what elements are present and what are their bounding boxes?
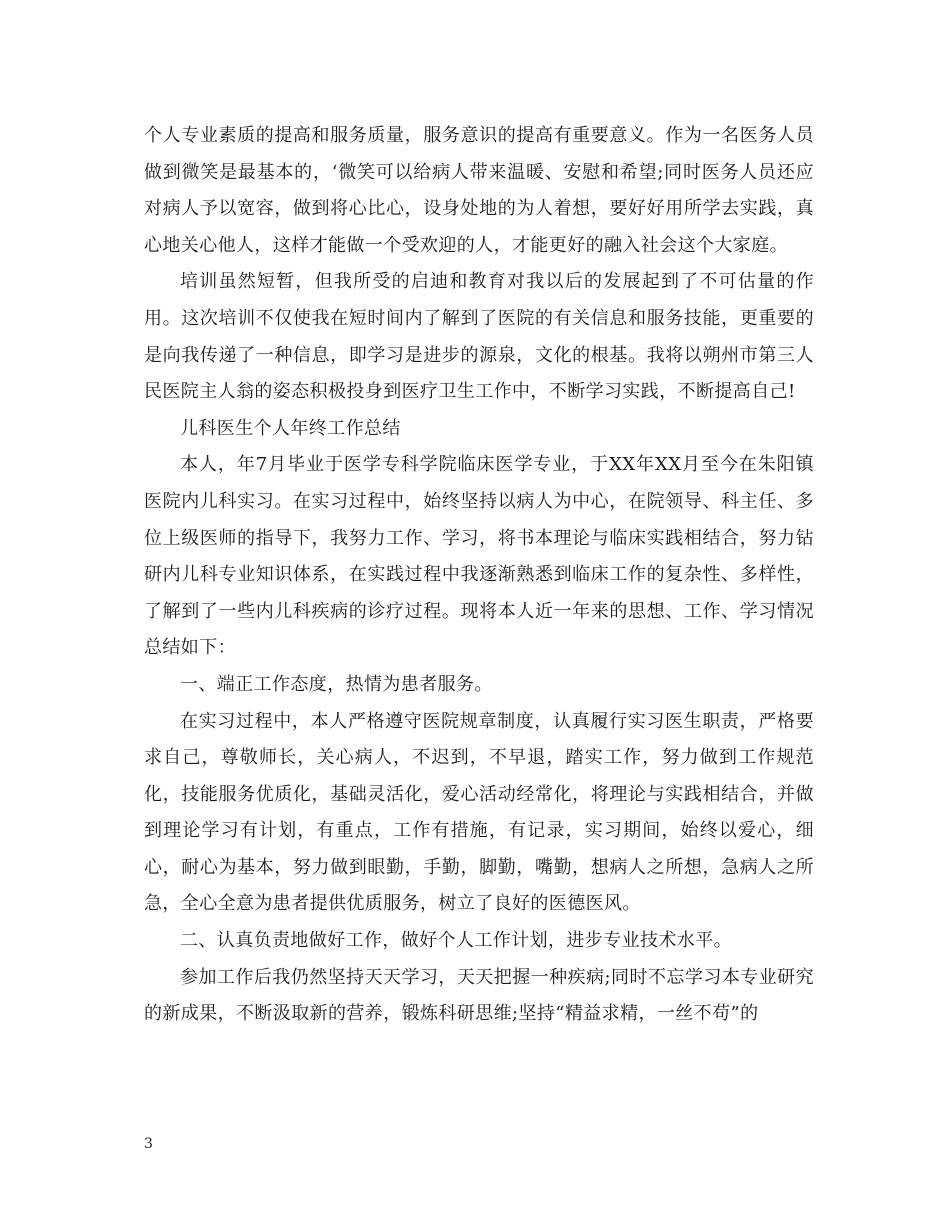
- section-heading-2: 二、认真负责地做好工作，做好个人工作计划，进步专业技术水平。: [180, 930, 732, 952]
- paragraph-4: 在实习过程中，本人严格遵守医院规章制度，认真履行实习医生职责，严格要求自己，尊敬师长，关心病人，不迟到，不早退，踏实工作，努力做到工作规范化，技能服务优质化，基础灵活化，爱心活动经常化，将理论与实践相结合，并做到理论学习有计划，有重点，工作有措施，有记录，实习期间，始终以爱心，细心，耐心为基本，努力做到眼勤，手勤，脚勤，嘴勤，想病人之所想，急病人之所急，全心全意为患者提供优质服务，树立了良好的医德医风。: [144, 710, 814, 915]
- section-heading-1: 一、端正工作态度，热情为患者服务。: [180, 673, 493, 695]
- paragraph-1: 个人专业素质的提高和服务质量，服务意识的提高有重要意义。作为一名医务人员做到微笑是最基本的，‘微笑可以给病人带来温暖、安慰和希望;同时医务人员还应对病人予以宽容，做到将心比心，设身处地的为人着想，要好好用所学去实践，真心地关心他人，这样才能做一个受欢迎的人，才能更好的融入社会这个大家庭。: [144, 125, 814, 256]
- paragraph-2: 培训虽然短暂，但我所受的启迪和教育对我以后的发展起到了不可估量的作用。这次培训不仅使我在短时间内了解到了医院的有关信息和服务技能，更重要的是向我传递了一种信息，即学习是进步的源泉，文化的根基。我将以朔州市第三人民医院主人翁的姿态积极投身到医疗卫生工作中，不断学习实践，不断提高自己!: [144, 271, 814, 403]
- document-body: [144, 118, 814, 1033]
- paragraph-3: 本人，年7月毕业于医学专科学院临床医学专业，于XX年XX月至今在朱阳镇医院内儿科实习。在实习过程中，始终坚持以病人为中心，在院领导、科主任、多位上级医师的指导下，我努力工作、学习，将书本理论与临床实践相结合，努力钻研内儿科专业知识体系，在实践过程中我逐渐熟悉到临床工作的复杂性、多样性，了解到了一些内儿科疾病的诊疗过程。现将本人近一年来的思想、工作、学习情况总结如下：: [144, 454, 814, 659]
- section-title: 儿科医生个人年终工作总结: [180, 417, 401, 439]
- paragraph-5: 参加工作后我仍然坚持天天学习，天天把握一种疾病;同时不忘学习本专业研究的新成果，不断汲取新的营养，锻炼科研思维;坚持“精益求精，一丝不苟”的: [144, 966, 814, 1025]
- page-number: 3: [144, 1136, 153, 1152]
